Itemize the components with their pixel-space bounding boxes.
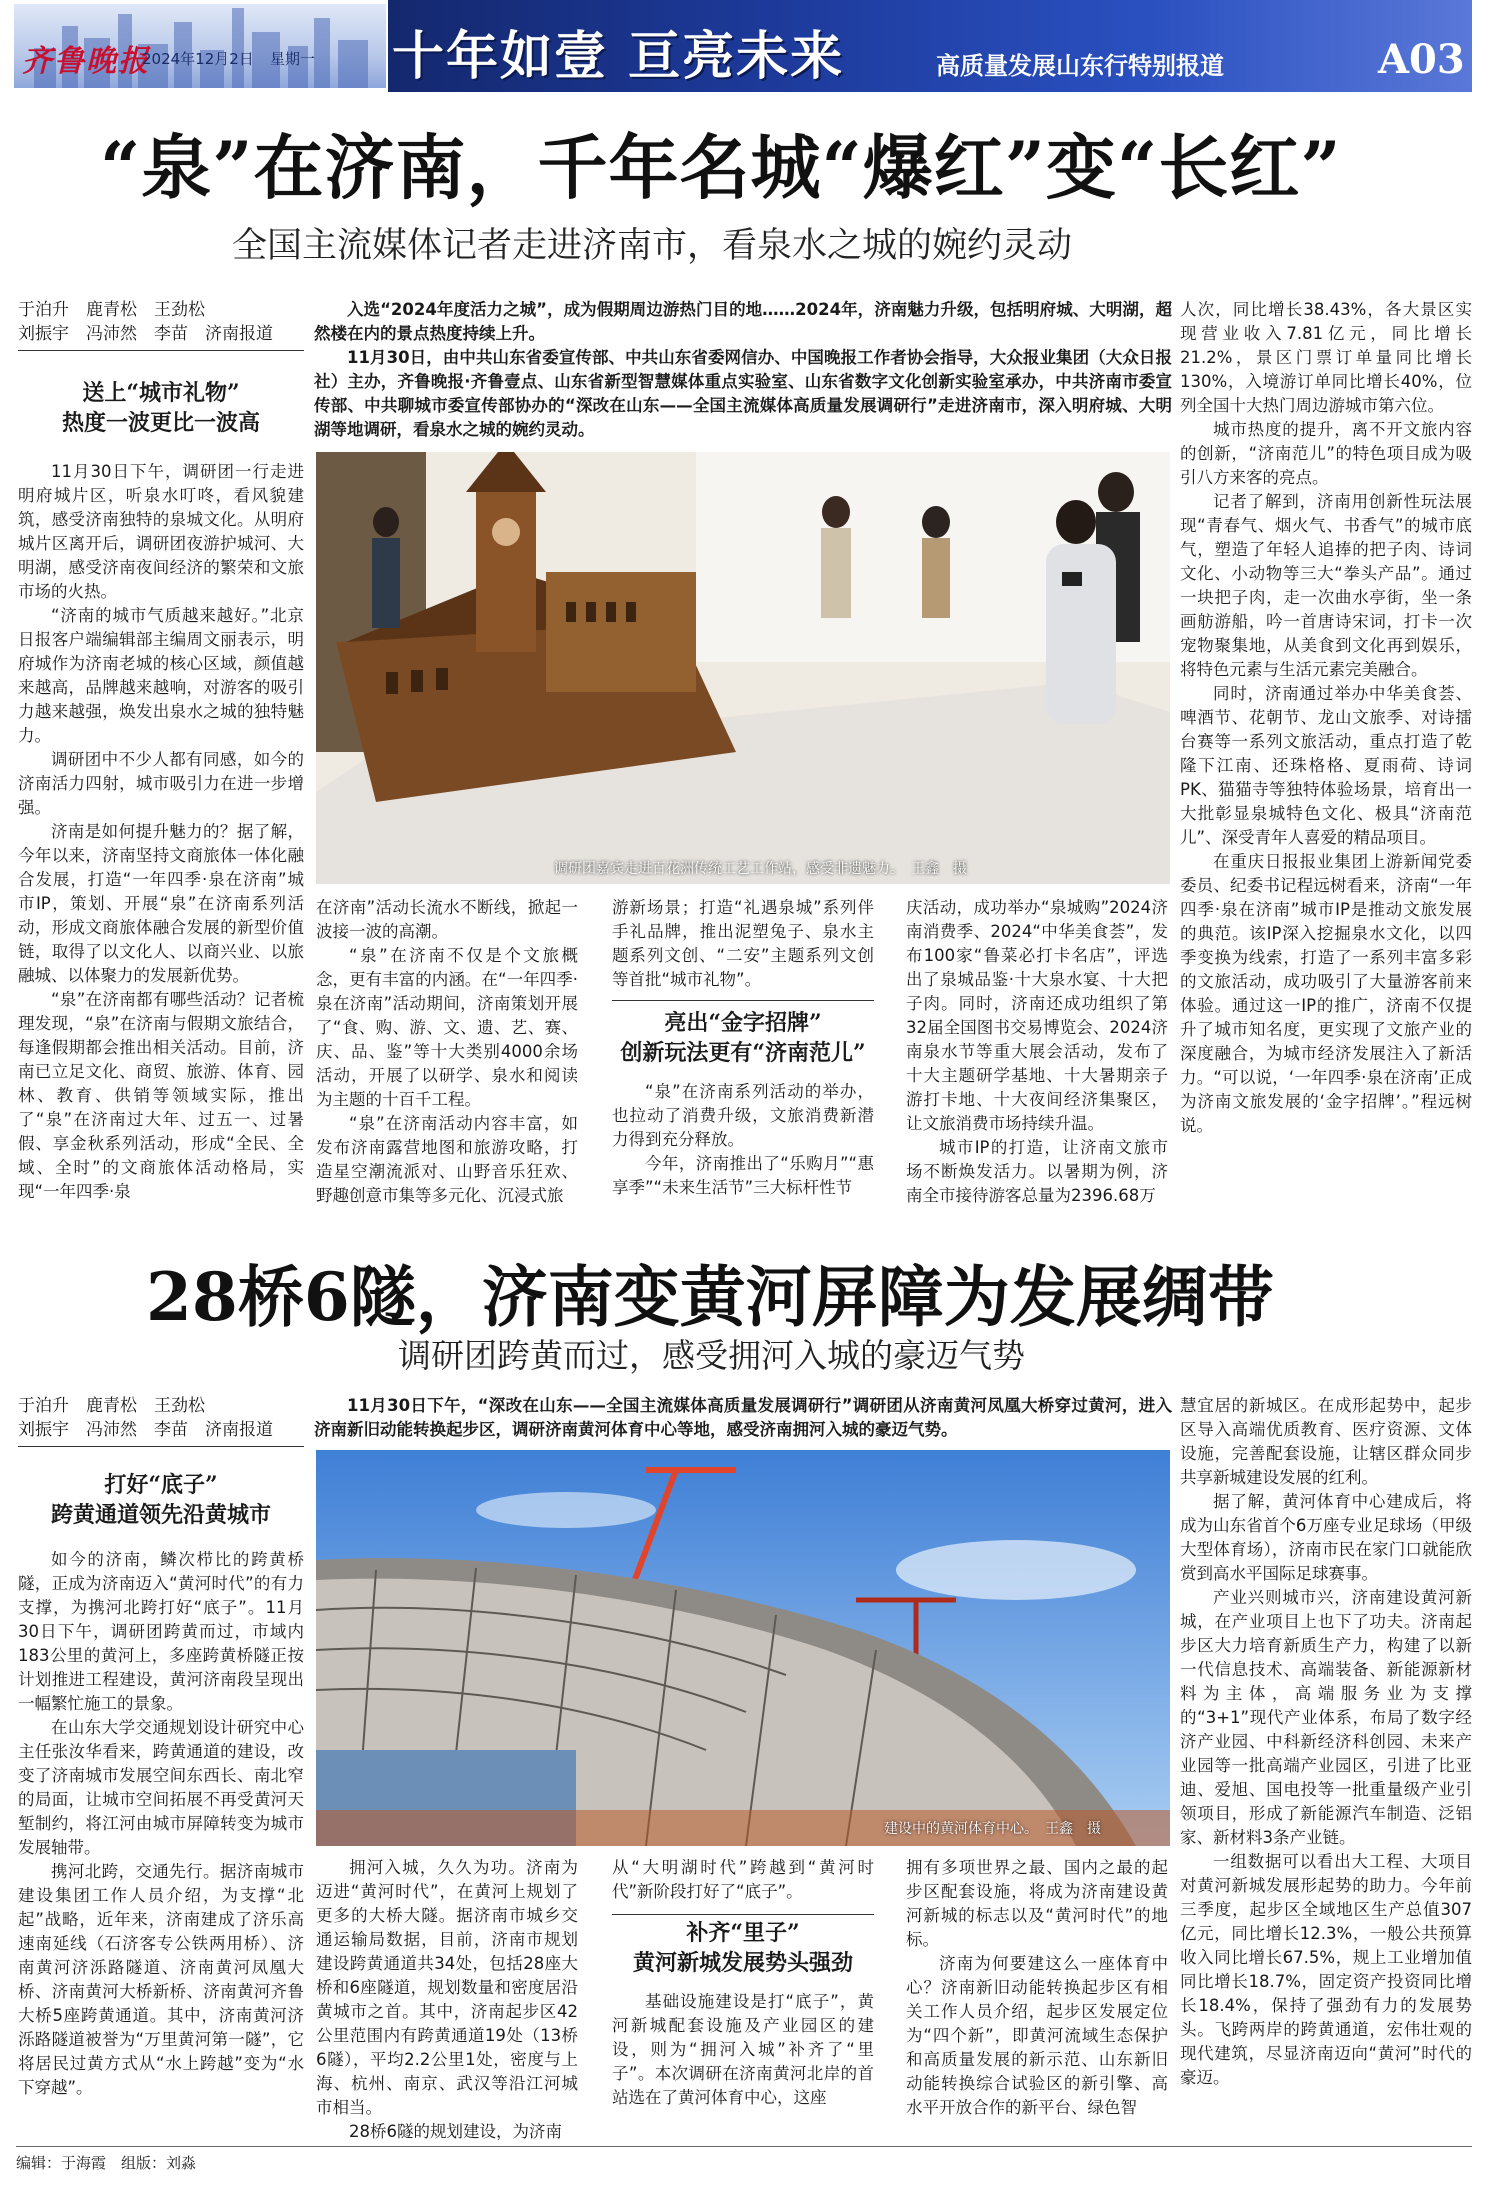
story2-byline <box>18 1394 273 1442</box>
lead-paragraph: 入选“2024年度活力之城”，成为假期周边游热门目的地……2024年，济南魅力升级，包括明府城、大明湖，超然楼在内的景点热度持续上升。 <box>314 300 1172 343</box>
column-title: 高质量发展山东行特别报道 <box>936 52 1224 80</box>
paragraph: 在济南”活动长流水不断线，掀起一波接一波的高潮。 <box>316 898 578 941</box>
story1-byline <box>18 298 273 346</box>
paragraph: 记者了解到，济南用创新性玩法展现“青春气、烟火气、书香气”的城市底气，塑造了年轻人追捧的把子肉、诗词文化、小动物等三大“拳头产品”。通过一块把子肉，走一次曲水亭街，坐一条画舫游船，吟一首唐诗宋词，打卡一次宠物聚集地，从美食到文化再到娱乐，将特色元素与生活元素完美融合。 <box>1180 492 1472 679</box>
paragraph: 今年，济南推出了“乐购月”“惠享季”“未来生活节”三大标杆性节 <box>612 1154 874 1197</box>
paragraph: 城市热度的提升，离不开文旅内容的创新，“济南范儿”的特色项目成为吸引八方来客的亮点。 <box>1180 420 1472 487</box>
footer-credits: 编辑：于海霞 组版：刘淼 <box>16 2154 197 2172</box>
story1-photo-caption: 调研团嘉宾走进百花洲传统工艺工作站，感受非遗魅力。 王鑫 摄 <box>554 861 967 877</box>
issue-date: 2024年12月2日 <box>142 50 254 68</box>
paragraph: 在山东大学交通规划设计研究中心主任张汝华看来，跨黄通道的建设，改变了济南城市发展空间东西长、南北窄的局面，让城市空间拓展不再受黄河天堑制约，将江河由城市屏障转变为城市发展轴带。 <box>18 1718 304 1857</box>
story1-subhead-1 <box>18 378 304 438</box>
lead-paragraph: 11月30日下午，“深改在山东——全国主流媒体高质量发展调研行”调研团从济南黄河凤凰大桥穿过黄河，进入济南新旧动能转换起步区，调研济南黄河体育中心等地，感受济南拥河入城的豪迈气势。 <box>314 1396 1172 1439</box>
paragraph: 慧宜居的新城区。在成形起势中，起步区导入高端优质教育、医疗资源、文体设施，完善配套设施，让辖区群众同步共享新城建设发展的红利。 <box>1180 1396 1472 1487</box>
subhead-line: 黄河新城发展势头强劲 <box>632 1950 853 1976</box>
story1-lead-2 <box>314 346 1172 444</box>
byline-line: 于泊升 鹿青松 王劲松 <box>18 1396 205 1416</box>
paragraph: 济南为何要建这么一座体育中心？济南新旧动能转换起步区有相关工作人员介绍，起步区发展定位为“四个新”，即黄河流域生态保护和高质量发展的新示范、山东新旧动能转换综合试验区的新引擎、高水平开放合作的新平台、绿色智 <box>906 1954 1168 2117</box>
banner-slogan: 十年如壹 亘亮未来 <box>392 27 845 87</box>
story2-photo-caption: 建设中的黄河体育中心。 王鑫 摄 <box>884 1821 1101 1837</box>
paragraph: 产业兴则城市兴，济南建设黄河新城，在产业项目上也下了功夫。济南起步区大力培育新质生产力，构建了以新一代信息技术、高端装备、新能源新材料为主体，高端服务业为支撑的“3+1”现代产业体系，布局了数字经济产业园、中科新经济科创园、未来产业园等一批高端产业园区，引进了比亚迪、爱旭、国电投等一批重量级产业引领项目，形成了新能源汽车制造、泛铝家、新材料3条产业链。 <box>1180 1588 1472 1847</box>
paragraph: 据了解，黄河体育中心建成后，将成为山东省首个6万座专业足球场（甲级大型体育场），济南市民在家门口就能欣赏到高水平国际足球赛事。 <box>1180 1492 1472 1583</box>
story1-photo <box>316 452 1170 884</box>
paragraph: 调研团中不少人都有同感，如今的济南活力四射，城市吸引力在进一步增强。 <box>18 750 304 817</box>
subhead-line: 打好“底子” <box>104 1472 218 1498</box>
paragraph: “泉”在济南不仅是个文旅概念，更有丰富的内涵。在“一年四季·泉在济南”活动期间，济南策划开展了“食、购、游、文、遗、艺、赛、庆、品、鉴”等十大类别4000余场活动，开展了以研学、泉水和阅读为主题的十百千工程。 <box>316 946 578 1109</box>
story2-subheadline: 调研团跨黄而过，感受拥河入城的豪迈气势 <box>398 1336 1025 1375</box>
paragraph: 从“大明湖时代”跨越到“黄河时代”新阶段打好了“底子”。 <box>612 1858 874 1901</box>
story2-column-3-bottom <box>612 1990 874 2140</box>
paragraph: 28桥6隧的规划建设，为济南 <box>349 2122 562 2140</box>
story2-headline: 28桥6隧，济南变黄河屏障为发展绸带 <box>146 1258 1274 1336</box>
subhead-line: 跨黄通道领先沿黄城市 <box>50 1502 271 1528</box>
paragraph: 一组数据可以看出大工程、大项目对黄河新城发展形起势的助力。今年前三季度，起步区全域地区生产总值307亿元，同比增长12.3%，一般公共预算收入同比增长67.5%，规上工业增加值同比增长18.7%，固定资产投资同比增长18.4%，保持了强劲有力的发展势头。飞跨两岸的跨黄通道，宏伟壮观的现代建筑，尽显济南迈向“黄河”时代的豪迈。 <box>1180 1852 1472 2087</box>
story2-column-2 <box>316 1856 578 2140</box>
story2-column-1 <box>18 1548 304 2140</box>
paragraph: 在重庆日报报业集团上游新闻党委委员、纪委书记程远树看来，济南“一年四季·泉在济南”城市IP是推动文旅发展的典范。该IP深入挖掘泉水文化，以四季变换为线索，打造了一系列丰富多彩的文旅活动，成功吸引了大量游客前来体验。通过这一IP的推广，济南不仅提升了城市知名度，更实现了文旅产业的深度融合，为城市经济发展注入了新活力。“可以说，‘一年四季·泉在济南’正成为济南文旅发展的‘金字招牌’。”程远树说。 <box>1180 852 1472 1135</box>
story1-subhead-2 <box>612 1008 874 1068</box>
story2-column-4 <box>906 1856 1168 2140</box>
byline-line: 于泊升 鹿青松 王劲松 <box>18 300 205 320</box>
byline-line: 刘振宇 冯沛然 李苗 济南报道 <box>18 324 273 344</box>
paragraph: “泉”在济南系列活动的举办，也拉动了消费升级，文旅消费新潜力得到充分释放。 <box>612 1082 874 1149</box>
newspaper-logo: 齐鲁晚报 <box>22 44 150 79</box>
subhead-line: 送上“城市礼物” <box>82 380 240 406</box>
page-number: A03 <box>1378 36 1465 83</box>
story1-headline: “泉”在济南，千年名城“爆红”变“长红” <box>100 126 1342 209</box>
story1-column-3-top <box>612 896 874 992</box>
subhead-line: 热度一波更比一波高 <box>61 410 260 436</box>
subhead-line: 补齐“里子” <box>686 1920 800 1946</box>
paragraph: “泉”在济南活动内容丰富，如发布济南露营地图和旅游攻略，打造星空潮流派对、山野音乐狂欢、野趣创意市集等多元化、沉浸式旅 <box>316 1114 578 1205</box>
story2-subhead-2 <box>612 1918 874 1978</box>
story2-photo <box>316 1450 1170 1846</box>
issue-weekday: 星期一 <box>270 50 316 68</box>
story1-column-2 <box>316 896 578 1236</box>
paragraph: 基础设施建设是打“底子”，黄河新城配套设施及产业园区的建设，则为“拥河入城”补齐了“里子”。本次调研在济南黄河北岸的首站选在了黄河体育中心，这座 <box>612 1992 874 2107</box>
lead-paragraph: 11月30日，由中共山东省委宣传部、中共山东省委网信办、中国晚报工作者协会指导，大众报业集团（大众日报社）主办，齐鲁晚报·齐鲁壹点、山东省新型智慧媒体重点实验室、山东省数字文化创新实验室承办，中共济南市委宣传部、中共聊城市委宣传部协办的“深改在山东——全国主流媒体高质量发展调研行”走进济南市，深入明府城、大明湖等地调研，看泉水之城的婉约灵动。 <box>314 348 1172 439</box>
paragraph: 11月30日下午，调研团一行走进明府城片区，听泉水叮咚，看风貌建筑，感受济南独特的泉城文化。从明府城片区离开后，调研团夜游护城河、大明湖，感受济南夜间经济的繁荣和文旅市场的火热。 <box>18 462 304 601</box>
paragraph: 济南是如何提升魅力的？据了解，今年以来，济南坚持文商旅体一体化融合发展，打造“一年四季·泉在济南”城市IP，策划、开展“泉”在济南系列活动，形成文商旅体融合发展的新型价值链，取得了以文化人、以商兴业、以旅融城、以体聚力的发展新优势。 <box>18 822 304 985</box>
paragraph: 携河北跨，交通先行。据济南城市建设集团工作人员介绍，为支撑“北起”战略，近年来，济南建成了济乐高速南延线（石济客专公铁两用桥）、济南黄河济泺路隧道、济南黄河凤凰大桥、济南黄河大桥新桥、济南黄河齐鲁大桥5座跨黄通道。其中，济南黄河济泺路隧道被誉为“万里黄河第一隧”，它将居民过黄方式从“水上跨越”变为“水下穿越”。 <box>18 1862 304 2097</box>
byline-line: 刘振宇 冯沛然 李苗 济南报道 <box>18 1420 273 1440</box>
story1-column-5 <box>1180 298 1472 1236</box>
paragraph: 拥河入城，久久为功。济南为迈进“黄河时代”，在黄河上规划了更多的大桥大隧。据济南市城乡交通运输局数据，目前，济南市规划建设跨黄通道共34处，包括28座大桥和6座隧道，规划数量和密度居沿黄城市之首。其中，济南起步区42公里范围内有跨黄通道19处（13桥6隧），平均2.2公里1处，密度与上海、杭州、南京、武汉等沿江河城市相当。 <box>316 1858 578 2117</box>
story1-column-3-bottom <box>612 1080 874 1236</box>
paragraph: 拥有多项世界之最、国内之最的起步区配套设施，将成为济南建设黄河新城的标志以及“黄河时代”的地标。 <box>906 1858 1168 1949</box>
story1-lead <box>314 298 1172 346</box>
paragraph: 庆活动，成功举办“泉城购”2024济南消费季、2024“中华美食荟”，发布100家“鲁菜必打卡名店”，评选出了泉城品鉴·十大泉水宴、十大把子肉。同时，济南还成功组织了第32届全国图书交易博览会、2024济南泉水节等重大展会活动，发布了十大主题研学基地、十大暑期亲子游打卡地、十大夜间经济集聚区，让文旅消费市场持续升温。 <box>906 898 1168 1133</box>
paragraph: 城市IP的打造，让济南文旅市场不断焕发活力。以暑期为例，济南全市接待游客总量为2396.68万 <box>906 1138 1168 1205</box>
subhead-line: 亮出“金字招牌” <box>664 1010 822 1036</box>
story1-subheadline: 全国主流媒体记者走进济南市，看泉水之城的婉约灵动 <box>232 226 1073 266</box>
paragraph: 游新场景；打造“礼遇泉城”系列伴手礼品牌，推出泥塑兔子、泉水主题系列文创、“二安”主题系列文创等首批“城市礼物”。 <box>612 898 874 989</box>
paragraph: 同时，济南通过举办中华美食荟、啤酒节、花朝节、龙山文旅季、对诗擂台赛等一系列文旅活动，重点打造了乾隆下江南、还珠格格、夏雨荷、诗词PK、猫猫寺等独特体验场景，培育出一大批彰显泉城特色文化、极具“济南范儿”、深受青年人喜爱的精品项目。 <box>1180 684 1472 847</box>
paragraph: 人次，同比增长38.43%，各大景区实现营业收入7.81亿元，同比增长21.2%，景区门票订单量同比增长130%，入境游订单同比增长40%，位列全国十大热门周边游城市第六位。 <box>1180 300 1472 415</box>
story2-lead <box>314 1394 1172 1442</box>
paragraph: “泉”在济南都有哪些活动？记者梳理发现，“泉”在济南与假期文旅结合，每逢假期都会推出相关活动。目前，济南已立足文化、商贸、旅游、体育、园林、教育、供销等领域实际，推出了“泉”在济南过大年、过五一、过暑假、享金秋系列活动，形成“全民、全域、全时”的文商旅体活动格局，实现“一年四季·泉 <box>18 990 304 1201</box>
story1-column-4 <box>906 896 1168 1236</box>
subhead-line: 创新玩法更有“济南范儿” <box>620 1040 866 1066</box>
paragraph: “济南的城市气质越来越好。”北京日报客户端编辑部主编周文丽表示，明府城作为济南老城的核心区域，颜值越来越高，品牌越来越响，对游客的吸引力越来越强，焕发出泉水之城的独特魅力。 <box>18 606 304 745</box>
paragraph: 如今的济南，鳞次栉比的跨黄桥隧，正成为济南迈入“黄河时代”的有力支撑，为携河北跨打好“底子”。11月30日下午，调研团跨黄而过，市域内183公里的黄河上，多座跨黄桥隧正按计划推进工程建设，黄河济南段呈现出一幅繁忙施工的景象。 <box>18 1550 304 1713</box>
story2-column-3-top <box>612 1856 874 1912</box>
story2-subhead-1 <box>18 1470 304 1530</box>
story2-column-5 <box>1180 1394 1472 2140</box>
